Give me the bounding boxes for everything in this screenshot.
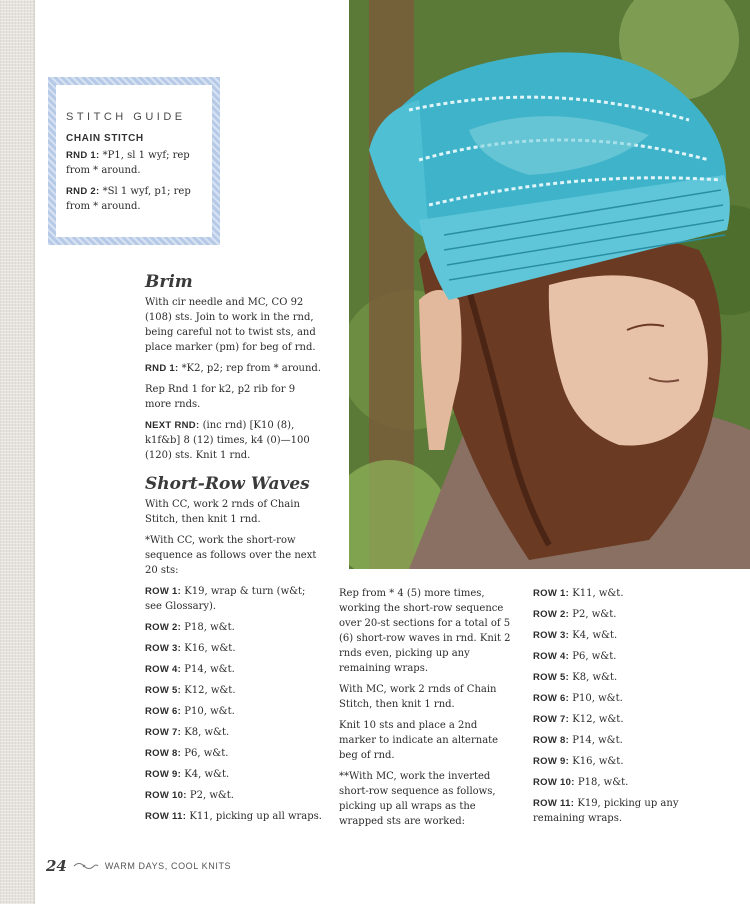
row-label: ROW 5: — [145, 685, 182, 696]
page-footer — [46, 856, 231, 876]
stitch-guide-inner — [56, 85, 212, 237]
row-text: K4, w&t. — [184, 769, 230, 780]
row-label: ROW 11: — [145, 811, 187, 822]
rnd-label: NEXT RND: — [145, 420, 200, 431]
waves-p2: *With CC, work the short-row sequence as follows over the next 20 sts: — [145, 535, 317, 576]
waves-row-11 — [145, 809, 323, 824]
inverted-row-7 — [533, 712, 733, 727]
inverted-row-list — [533, 586, 733, 826]
brim-rep: Rep Rnd 1 for k2, p2 rib for 9 more rnds. — [145, 384, 296, 410]
row-label: ROW 7: — [533, 714, 570, 725]
row-text: K16, w&t. — [572, 756, 624, 767]
rnd-label: RND 2: — [66, 186, 100, 197]
column-middle — [339, 586, 514, 835]
row-label: ROW 3: — [533, 630, 570, 641]
waves-row-3 — [145, 641, 323, 656]
flourish-icon — [73, 861, 99, 871]
middle-p2: With MC, work 2 rnds of Chain Stitch, then knit 1 rnd. — [339, 684, 497, 710]
inverted-row-2 — [533, 607, 733, 622]
row-text: P6, w&t. — [184, 748, 229, 759]
stitch-guide-subtitle: CHAIN STITCH — [66, 133, 144, 144]
rnd-label: RND 1: — [145, 363, 179, 374]
row-label: ROW 1: — [145, 586, 182, 597]
middle-p1: Rep from * 4 (5) more times, working the short-row sequence over 20-st sections for a total of 5 (6) short-row waves in rnd. Knit 2 rnds even, picking up any remaining wraps. — [339, 588, 511, 674]
inverted-row-6 — [533, 691, 733, 706]
waves-row-5 — [145, 683, 323, 698]
row-text: P14, w&t. — [572, 735, 623, 746]
row-text: K12, w&t. — [572, 714, 624, 725]
rnd-text: *Sl 1 wyf, p1; rep from * around. — [66, 186, 191, 212]
hat-photo-illustration — [349, 0, 750, 569]
row-label: ROW 6: — [533, 693, 570, 704]
brim-heading: Brim — [145, 272, 193, 292]
book-title: WARM DAYS, COOL KNITS — [104, 861, 232, 871]
rnd-text: *K2, p2; rep from * around. — [181, 363, 322, 374]
row-label: ROW 3: — [145, 643, 182, 654]
inverted-row-1 — [533, 586, 733, 601]
row-label: ROW 2: — [533, 609, 570, 620]
row-text: P10, w&t. — [184, 706, 235, 717]
rnd-text: *P1, sl 1 wyf; rep from * around. — [66, 150, 190, 176]
row-text: P18, w&t. — [184, 622, 235, 633]
waves-row-2 — [145, 620, 323, 635]
row-text: K11, picking up all wraps. — [189, 811, 322, 822]
row-text: K16, w&t. — [184, 643, 236, 654]
page-number: 24 — [46, 857, 67, 875]
row-text: K8, w&t. — [572, 672, 618, 683]
row-label: ROW 10: — [145, 790, 187, 801]
stitch-guide-rnd1 — [66, 148, 202, 178]
row-label: ROW 4: — [533, 651, 570, 662]
middle-p3: Knit 10 sts and place a 2nd marker to indicate an alternate beg of rnd. — [339, 720, 499, 761]
waves-row-9 — [145, 767, 323, 782]
row-label: ROW 1: — [533, 588, 570, 599]
brim-next-rnd — [145, 418, 323, 463]
waves-row-7 — [145, 725, 323, 740]
brim-intro: With cir needle and MC, CO 92 (108) sts. Join to work in the rnd, being careful not to twist sts, and place marker (pm) for beg of rnd. — [145, 297, 316, 353]
row-label: ROW 9: — [533, 756, 570, 767]
stitch-guide-rnd2 — [66, 184, 202, 214]
row-text: P6, w&t. — [572, 651, 617, 662]
row-text: P10, w&t. — [572, 693, 623, 704]
row-text: K4, w&t. — [572, 630, 618, 641]
inverted-row-10 — [533, 775, 733, 790]
row-text: P18, w&t. — [577, 777, 629, 788]
waves-row-4 — [145, 662, 323, 677]
brim-rnd1 — [145, 361, 323, 376]
waves-row-8 — [145, 746, 323, 761]
row-label: ROW 7: — [145, 727, 182, 738]
hat-photo — [349, 0, 750, 569]
column-brim — [145, 271, 323, 830]
stitch-guide-title: STITCH GUIDE — [66, 111, 186, 123]
middle-p4: **With MC, work the inverted short-row sequence as follows, picking up all wraps as the wrapped sts are worked: — [339, 771, 496, 827]
stitch-guide-box — [48, 77, 220, 245]
row-label: ROW 2: — [145, 622, 182, 633]
waves-row-1 — [145, 584, 323, 614]
inverted-row-3 — [533, 628, 733, 643]
row-text: K19, wrap & turn (w&t; see Glossary). — [145, 586, 306, 612]
waves-row-6 — [145, 704, 323, 719]
linen-border — [0, 0, 35, 904]
row-text: K11, w&t. — [572, 588, 624, 599]
row-label: ROW 8: — [145, 748, 182, 759]
row-text: P2, w&t. — [189, 790, 234, 801]
row-text: K19, picking up any remaining wraps. — [533, 798, 679, 824]
waves-row-list — [145, 584, 323, 824]
row-label: ROW 8: — [533, 735, 570, 746]
row-label: ROW 5: — [533, 672, 570, 683]
rnd-label: RND 1: — [66, 150, 100, 161]
waves-p1: With CC, work 2 rnds of Chain Stitch, then knit 1 rnd. — [145, 499, 300, 525]
row-label: ROW 9: — [145, 769, 182, 780]
inverted-row-8 — [533, 733, 733, 748]
row-label: ROW 6: — [145, 706, 182, 717]
inverted-row-5 — [533, 670, 733, 685]
row-label: ROW 10: — [533, 777, 575, 788]
inverted-row-4 — [533, 649, 733, 664]
row-text: P2, w&t. — [572, 609, 617, 620]
waves-row-10 — [145, 788, 323, 803]
row-text: P14, w&t. — [184, 664, 235, 675]
row-text: K12, w&t. — [184, 685, 236, 696]
row-label: ROW 11: — [533, 798, 575, 809]
inverted-row-11 — [533, 796, 733, 826]
inverted-row-9 — [533, 754, 733, 769]
rnd-text: (inc rnd) [K10 (8), k1f&b] 8 (12) times, k4 (0)—100 (120) sts. Knit 1 rnd. — [145, 420, 310, 461]
column-inverted — [533, 586, 733, 832]
row-text: K8, w&t. — [184, 727, 230, 738]
row-label: ROW 4: — [145, 664, 182, 675]
waves-heading: Short-Row Waves — [145, 474, 310, 494]
